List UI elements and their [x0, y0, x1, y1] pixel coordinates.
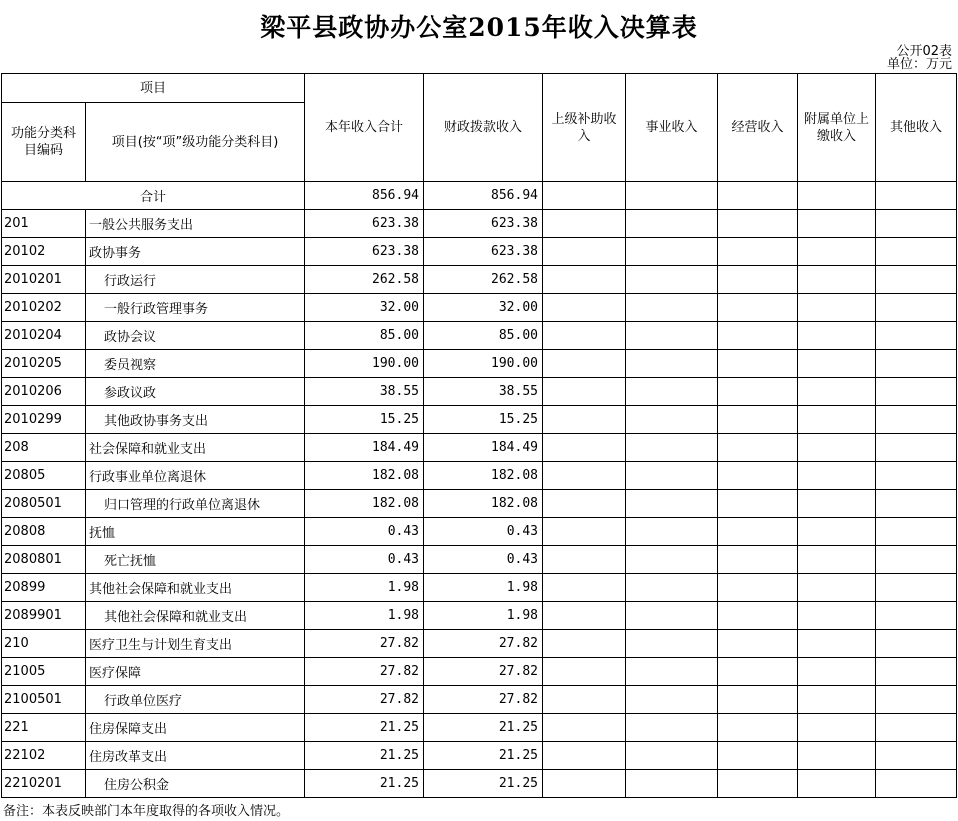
empty-cell — [798, 574, 876, 602]
row-fiscal: 262.58 — [424, 266, 543, 294]
empty-cell — [876, 462, 957, 490]
row-total: 27.82 — [305, 686, 424, 714]
empty-cell — [798, 462, 876, 490]
row-fiscal: 27.82 — [424, 686, 543, 714]
empty-cell — [798, 266, 876, 294]
row-total: 38.55 — [305, 378, 424, 406]
row-fiscal: 27.82 — [424, 658, 543, 686]
empty-cell — [543, 406, 626, 434]
row-name: 其他政协事务支出 — [86, 406, 305, 434]
empty-cell — [876, 574, 957, 602]
empty-cell — [718, 238, 798, 266]
empty-cell — [876, 602, 957, 630]
empty-cell — [543, 714, 626, 742]
table-row — [2, 490, 957, 518]
table-row — [2, 434, 957, 462]
income-table — [1, 73, 957, 798]
form-number: 公开02表 — [896, 44, 952, 59]
header-business: 事业收入 — [626, 74, 718, 182]
row-name: 政协事务 — [86, 238, 305, 266]
empty-cell — [626, 210, 718, 238]
empty-cell — [543, 770, 626, 798]
empty-cell — [876, 266, 957, 294]
row-fiscal: 1.98 — [424, 602, 543, 630]
empty-cell — [718, 434, 798, 462]
empty-cell — [718, 658, 798, 686]
row-fiscal: 190.00 — [424, 350, 543, 378]
empty-cell — [626, 630, 718, 658]
row-fiscal: 85.00 — [424, 322, 543, 350]
row-code: 221 — [2, 714, 86, 742]
empty-cell — [798, 434, 876, 462]
row-total: 623.38 — [305, 238, 424, 266]
header-affiliated: 附属单位上缴收入 — [798, 74, 876, 182]
empty-cell — [543, 210, 626, 238]
row-code: 2080501 — [2, 490, 86, 518]
row-total: 21.25 — [305, 742, 424, 770]
row-fiscal: 32.00 — [424, 294, 543, 322]
empty-cell — [626, 714, 718, 742]
empty-cell — [876, 490, 957, 518]
empty-cell — [718, 266, 798, 294]
header-name: 项目(按“项”级功能分类科目) — [86, 103, 305, 182]
row-fiscal: 0.43 — [424, 518, 543, 546]
empty-cell — [876, 322, 957, 350]
header-item: 项目 — [2, 74, 305, 103]
empty-cell — [798, 546, 876, 574]
empty-cell — [718, 770, 798, 798]
table-row — [2, 602, 957, 630]
empty-cell — [876, 658, 957, 686]
footnote: 备注：本表反映部门本年度取得的各项收入情况。 — [3, 804, 290, 819]
empty-cell — [718, 742, 798, 770]
page-title: 梁平县政协办公室2015年收入决算表 — [260, 13, 698, 42]
row-code: 2089901 — [2, 602, 86, 630]
row-code: 20808 — [2, 518, 86, 546]
empty-cell — [543, 546, 626, 574]
total-income-value: 856.94 — [305, 182, 424, 210]
empty-cell — [626, 686, 718, 714]
empty-cell — [876, 686, 957, 714]
row-name: 委员视察 — [86, 350, 305, 378]
row-fiscal: 21.25 — [424, 742, 543, 770]
row-fiscal: 184.49 — [424, 434, 543, 462]
empty-cell — [798, 770, 876, 798]
row-fiscal: 21.25 — [424, 770, 543, 798]
empty-cell — [876, 210, 957, 238]
row-name: 住房公积金 — [86, 770, 305, 798]
empty-cell — [626, 770, 718, 798]
empty-cell — [626, 322, 718, 350]
empty-cell — [718, 406, 798, 434]
empty-cell — [876, 294, 957, 322]
row-total: 27.82 — [305, 658, 424, 686]
row-total: 182.08 — [305, 462, 424, 490]
empty-cell — [626, 294, 718, 322]
row-name: 归口管理的行政单位离退休 — [86, 490, 305, 518]
row-fiscal: 623.38 — [424, 210, 543, 238]
row-name: 抚恤 — [86, 518, 305, 546]
total-label: 合计 — [2, 182, 305, 210]
empty-cell — [543, 434, 626, 462]
row-name: 政协会议 — [86, 322, 305, 350]
empty-cell — [626, 182, 718, 210]
row-total: 21.25 — [305, 770, 424, 798]
table-row — [2, 630, 957, 658]
row-total: 27.82 — [305, 630, 424, 658]
empty-cell — [626, 406, 718, 434]
empty-cell — [798, 210, 876, 238]
unit-label: 单位：万元 — [886, 57, 952, 72]
empty-cell — [718, 490, 798, 518]
row-name: 一般公共服务支出 — [86, 210, 305, 238]
empty-cell — [876, 546, 957, 574]
empty-cell — [798, 686, 876, 714]
empty-cell — [626, 742, 718, 770]
empty-cell — [626, 518, 718, 546]
empty-cell — [798, 294, 876, 322]
row-code: 2010299 — [2, 406, 86, 434]
row-name: 社会保障和就业支出 — [86, 434, 305, 462]
table-row — [2, 546, 957, 574]
empty-cell — [798, 238, 876, 266]
empty-cell — [718, 574, 798, 602]
empty-cell — [798, 602, 876, 630]
empty-cell — [876, 770, 957, 798]
table-row — [2, 714, 957, 742]
table-row — [2, 658, 957, 686]
row-fiscal: 0.43 — [424, 546, 543, 574]
empty-cell — [876, 238, 957, 266]
row-code: 20102 — [2, 238, 86, 266]
empty-cell — [876, 182, 957, 210]
empty-cell — [543, 462, 626, 490]
empty-cell — [718, 294, 798, 322]
row-name: 行政运行 — [86, 266, 305, 294]
empty-cell — [543, 518, 626, 546]
row-name: 参政议政 — [86, 378, 305, 406]
row-fiscal: 182.08 — [424, 462, 543, 490]
row-total: 1.98 — [305, 602, 424, 630]
row-code: 210 — [2, 630, 86, 658]
empty-cell — [798, 350, 876, 378]
empty-cell — [718, 322, 798, 350]
row-code: 2010206 — [2, 378, 86, 406]
header-other: 其他收入 — [876, 74, 957, 182]
table-row — [2, 294, 957, 322]
row-total: 184.49 — [305, 434, 424, 462]
row-code: 22102 — [2, 742, 86, 770]
empty-cell — [543, 182, 626, 210]
empty-cell — [718, 546, 798, 574]
empty-cell — [718, 462, 798, 490]
empty-cell — [718, 630, 798, 658]
table-row — [2, 742, 957, 770]
table-row — [2, 770, 957, 798]
row-fiscal: 21.25 — [424, 714, 543, 742]
row-fiscal: 38.55 — [424, 378, 543, 406]
row-code: 2010201 — [2, 266, 86, 294]
empty-cell — [718, 518, 798, 546]
table-row — [2, 210, 957, 238]
empty-cell — [543, 294, 626, 322]
empty-cell — [876, 350, 957, 378]
empty-cell — [798, 742, 876, 770]
empty-cell — [626, 266, 718, 294]
empty-cell — [543, 350, 626, 378]
row-total: 182.08 — [305, 490, 424, 518]
row-code: 21005 — [2, 658, 86, 686]
row-total: 1.98 — [305, 574, 424, 602]
empty-cell — [626, 658, 718, 686]
empty-cell — [798, 322, 876, 350]
header-total-income: 本年收入合计 — [305, 74, 424, 182]
row-name: 其他社会保障和就业支出 — [86, 574, 305, 602]
empty-cell — [798, 658, 876, 686]
total-row — [2, 182, 957, 210]
empty-cell — [718, 210, 798, 238]
row-code: 208 — [2, 434, 86, 462]
empty-cell — [876, 714, 957, 742]
total-fiscal-value: 856.94 — [424, 182, 543, 210]
table-row — [2, 322, 957, 350]
row-total: 0.43 — [305, 546, 424, 574]
empty-cell — [543, 602, 626, 630]
empty-cell — [876, 742, 957, 770]
empty-cell — [543, 742, 626, 770]
row-fiscal: 623.38 — [424, 238, 543, 266]
row-total: 21.25 — [305, 714, 424, 742]
row-total: 190.00 — [305, 350, 424, 378]
row-name: 住房保障支出 — [86, 714, 305, 742]
empty-cell — [718, 378, 798, 406]
row-code: 2010204 — [2, 322, 86, 350]
table-row — [2, 350, 957, 378]
row-name: 行政事业单位离退休 — [86, 462, 305, 490]
empty-cell — [626, 546, 718, 574]
empty-cell — [876, 630, 957, 658]
empty-cell — [876, 434, 957, 462]
row-name: 住房改革支出 — [86, 742, 305, 770]
row-name: 行政单位医疗 — [86, 686, 305, 714]
row-code: 20805 — [2, 462, 86, 490]
table-row — [2, 462, 957, 490]
table-row — [2, 574, 957, 602]
empty-cell — [543, 490, 626, 518]
row-code: 20899 — [2, 574, 86, 602]
row-code: 2080801 — [2, 546, 86, 574]
row-name: 医疗卫生与计划生育支出 — [86, 630, 305, 658]
empty-cell — [626, 350, 718, 378]
header-code: 功能分类科目编码 — [2, 103, 86, 182]
empty-cell — [718, 714, 798, 742]
row-fiscal: 27.82 — [424, 630, 543, 658]
row-fiscal: 182.08 — [424, 490, 543, 518]
row-total: 85.00 — [305, 322, 424, 350]
row-code: 2010202 — [2, 294, 86, 322]
row-name: 其他社会保障和就业支出 — [86, 602, 305, 630]
row-total: 32.00 — [305, 294, 424, 322]
table-row — [2, 518, 957, 546]
table-row — [2, 238, 957, 266]
row-code: 2210201 — [2, 770, 86, 798]
empty-cell — [626, 490, 718, 518]
empty-cell — [626, 434, 718, 462]
row-total: 623.38 — [305, 210, 424, 238]
empty-cell — [626, 378, 718, 406]
empty-cell — [543, 658, 626, 686]
header-fiscal: 财政拨款收入 — [424, 74, 543, 182]
empty-cell — [798, 630, 876, 658]
empty-cell — [543, 378, 626, 406]
empty-cell — [626, 462, 718, 490]
empty-cell — [798, 406, 876, 434]
empty-cell — [798, 518, 876, 546]
header-operating: 经营收入 — [718, 74, 798, 182]
row-name: 一般行政管理事务 — [86, 294, 305, 322]
empty-cell — [876, 378, 957, 406]
row-code: 2100501 — [2, 686, 86, 714]
row-fiscal: 15.25 — [424, 406, 543, 434]
empty-cell — [876, 406, 957, 434]
empty-cell — [543, 630, 626, 658]
empty-cell — [718, 182, 798, 210]
table-row — [2, 406, 957, 434]
empty-cell — [543, 238, 626, 266]
empty-cell — [798, 378, 876, 406]
empty-cell — [798, 714, 876, 742]
empty-cell — [876, 518, 957, 546]
row-name: 死亡抚恤 — [86, 546, 305, 574]
row-code: 2010205 — [2, 350, 86, 378]
empty-cell — [626, 574, 718, 602]
row-name: 医疗保障 — [86, 658, 305, 686]
row-code: 201 — [2, 210, 86, 238]
table-row — [2, 378, 957, 406]
empty-cell — [718, 350, 798, 378]
empty-cell — [543, 322, 626, 350]
empty-cell — [718, 686, 798, 714]
empty-cell — [798, 182, 876, 210]
row-total: 15.25 — [305, 406, 424, 434]
row-total: 262.58 — [305, 266, 424, 294]
empty-cell — [626, 602, 718, 630]
row-total: 0.43 — [305, 518, 424, 546]
empty-cell — [626, 238, 718, 266]
row-fiscal: 1.98 — [424, 574, 543, 602]
empty-cell — [798, 490, 876, 518]
table-row — [2, 686, 957, 714]
empty-cell — [543, 686, 626, 714]
empty-cell — [543, 574, 626, 602]
table-row — [2, 266, 957, 294]
header-superior: 上级补助收入 — [543, 74, 626, 182]
empty-cell — [543, 266, 626, 294]
empty-cell — [718, 602, 798, 630]
